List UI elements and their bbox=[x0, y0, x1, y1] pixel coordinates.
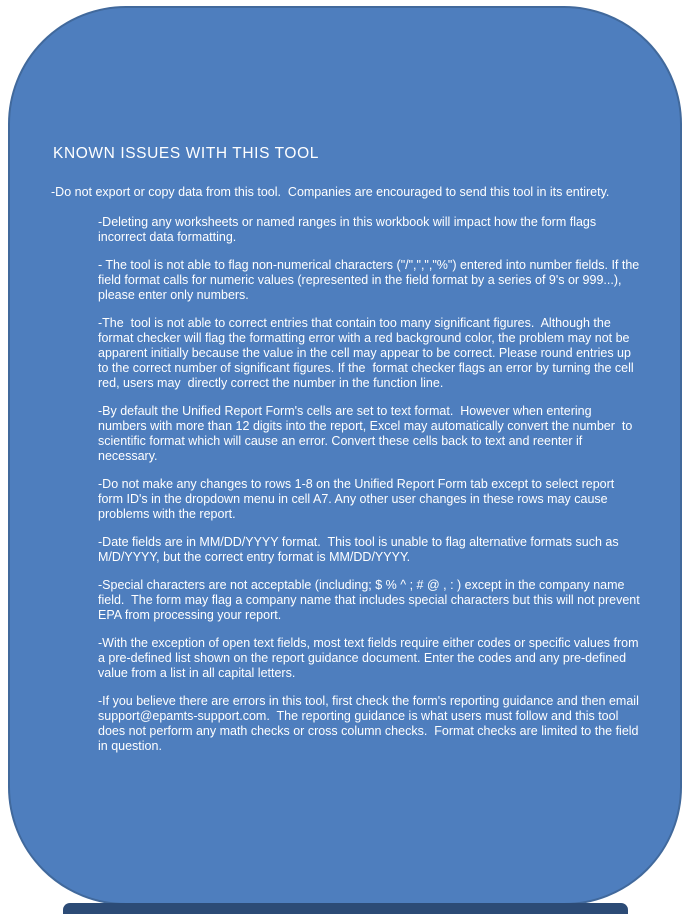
next-shape-edge bbox=[63, 903, 628, 914]
issue-paragraph: -By default the Unified Report Form's cells are set to text format. However when entering numbers with more than 12 digits into the report, Excel may automatically convert the number to scientific format which will cause an error. Convert these cells back to text and reenter if necessary. bbox=[98, 404, 636, 463]
issue-paragraph: -With the exception of open text fields, most text fields require either codes or specific values from a pre-defined list shown on the report guidance document. Enter the codes and any pre-defined value from a list in all capital letters. bbox=[98, 636, 643, 680]
rounded-panel bbox=[8, 6, 682, 905]
issue-paragraph: -The tool is not able to correct entries that contain too many significant figures. Although the format checker will flag the formatting error with a red background color, the problem may not be apparent initially because the value in the cell may appear to be correct. Please round entries up to the correct number of significant figures. If the format checker flags an error by turning the cell red, users may directly correct the number in the function line. bbox=[98, 316, 638, 390]
panel-title: KNOWN ISSUES WITH THIS TOOL bbox=[53, 145, 319, 162]
issue-paragraph: -Special characters are not acceptable (including; $ % ^ ; # @ , : ) except in the company name field. The form may flag a company name that includes special characters but this will not prevent EPA from processing your report. bbox=[98, 578, 644, 622]
issue-paragraph: -Date fields are in MM/DD/YYYY format. This tool is unable to flag alternative formats such as M/D/YYYY, but the correct entry format is MM/DD/YYYY. bbox=[98, 535, 623, 564]
intro-paragraph: -Do not export or copy data from this tool. Companies are encouraged to send this tool in its entirety. bbox=[51, 185, 610, 199]
issue-paragraph: -If you believe there are errors in this tool, first check the form's reporting guidance and then email support@epamts-support.com. The reporting guidance is what users must follow and this tool does not perform any math checks or cross column checks. Format checks are limited to the field in question. bbox=[98, 694, 646, 753]
issue-paragraph: - The tool is not able to flag non-numerical characters ("/",",","%") entered into number fields. If the field format calls for numeric values (represented in the field format by a series of 9's or 999...), please enter only numbers. bbox=[98, 258, 643, 302]
issue-paragraph: -Do not make any changes to rows 1-8 on the Unified Report Form tab except to select report form ID's in the dropdown menu in cell A7. Any other user changes in these rows may cause problems with the report. bbox=[98, 477, 618, 521]
issue-paragraph: -Deleting any worksheets or named ranges in this workbook will impact how the form flags incorrect data formatting. bbox=[98, 215, 600, 244]
